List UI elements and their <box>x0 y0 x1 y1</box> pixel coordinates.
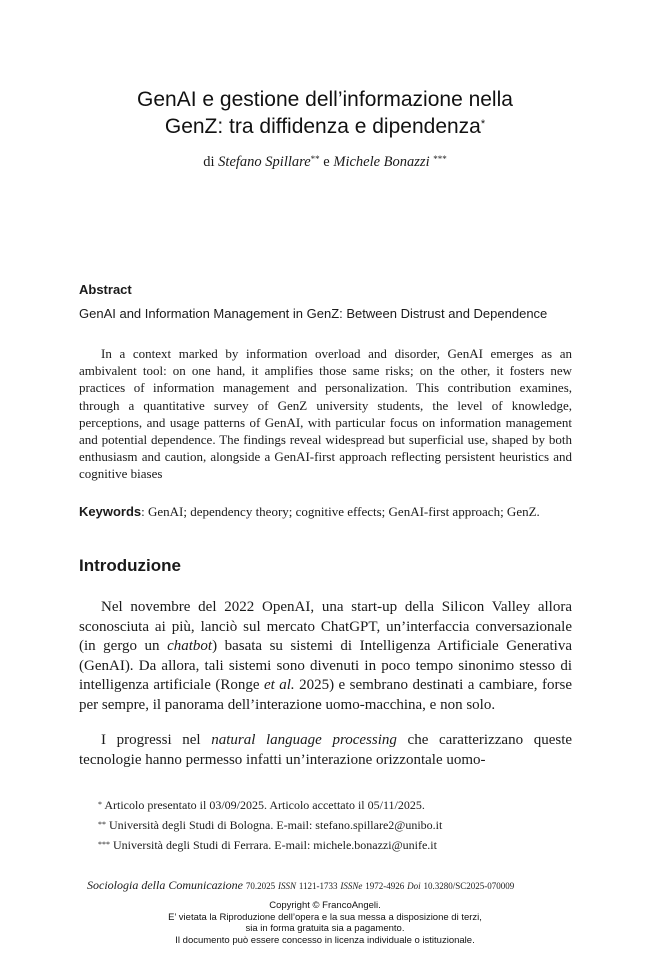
journal-doi: 10.3280/SC2025-070009 <box>423 881 515 891</box>
p2-text-a: I progressi nel <box>101 732 212 748</box>
article-title <box>60 86 590 140</box>
author-prefix: di <box>203 154 215 170</box>
title-line-2-text: GenZ: tra diffidenza e dipendenza <box>164 115 481 138</box>
journal-issne: 1972-4926 <box>365 881 405 891</box>
section-heading-introduzione: Introduzione <box>79 556 181 575</box>
journal-issne-label: ISSNe <box>340 881 363 891</box>
keywords-label: Keywords <box>79 504 142 519</box>
copyright-line-1: Copyright © FrancoAngeli. <box>269 900 381 911</box>
footnote-2-mark: ** <box>98 820 106 829</box>
abstract-text: In a context marked by information overload and disorder, GenAI emerges as an ambivalent tool: on one hand, it amplifies those same risks; on the other, it fosters new practices of information management and personalization. This contribution examines, through a quantitative survey of GenZ university students, the level of knowledge, perceptions, and usage patterns of GenAI, with particular focus on information management and potential dependence. The findings reveal widespread but superficial use, shaped by both enthusiasm and caution, alongside a GenAI-first approach reflecting persistent heuristics and cognitive biases <box>79 346 572 482</box>
copyright-line-4: Il documento può essere concesso in licenza individuale o istituzionale. <box>175 934 475 946</box>
title-line-2 <box>60 113 590 140</box>
p1-text-a: Nel novembre del 2022 OpenAI, una start-up della Silicon Valley allora sconosciuta ai più, lanciò sul mercato ChatGPT, un’interfaccia conversazionale (in gergo un <box>79 599 572 655</box>
author-1-mark: ** <box>310 154 320 164</box>
title-line-1: GenAI e gestione dell’informazione nella <box>137 88 513 111</box>
p2-italic-nlp: natural language processing <box>211 732 397 748</box>
author-line <box>60 154 590 171</box>
body-paragraph-1 <box>79 598 572 716</box>
journal-citation <box>87 878 577 893</box>
journal-issue: 70.2025 <box>245 881 276 891</box>
journal-name: Sociologia della Comunicazione <box>87 878 243 892</box>
p2-text-b: che caratterizzano queste tecnologie hanno permesso infatti un’interazione orizzontale uomo- <box>79 732 573 768</box>
copyright-notice <box>60 900 590 946</box>
footnote-3-text: Università degli Studi di Ferrara. E-mail: michele.bonazzi@unife.it <box>113 838 437 852</box>
body-paragraph-2 <box>79 731 572 770</box>
copyright-line-2: E’ vietata la Riproduzione dell’opera e la sua messa a disposizione di terzi, <box>168 911 482 923</box>
footnote-1-mark: * <box>98 800 102 809</box>
journal-issn: 1121-1733 <box>298 881 338 891</box>
footnotes <box>98 795 578 855</box>
journal-issn-label: ISSN <box>277 881 296 891</box>
keywords <box>79 503 572 520</box>
title-footnote-mark: * <box>480 118 486 130</box>
p1-text-b: ) basata su sistemi di Intelligenza Artificiale Generativa (GenAI). Da allora, tali sistemi sono divenuti in poco tempo sinonimo stesso di intelligenza artificiale (Ronge <box>79 638 572 694</box>
p1-italic-chatbot: chatbot <box>167 638 213 655</box>
journal-doi-label: Doi <box>407 881 421 891</box>
author-1: Stefano Spillare <box>218 154 311 170</box>
p1-italic-etal: et al. <box>263 677 295 694</box>
author-2: Michele Bonazzi <box>333 154 430 170</box>
abstract-heading: Abstract <box>79 282 132 297</box>
author-conjunction: e <box>323 154 330 170</box>
footnote-2 <box>98 815 578 835</box>
footnote-1 <box>98 795 578 815</box>
p1-text-c: 2025) e sembrano destinati a cambiare, forse per sempre, il panorama dell’interazione uomo-macchina, e non solo. <box>79 677 572 713</box>
keywords-text: : GenAI; dependency theory; cognitive effects; GenAI-first approach; GenZ. <box>141 504 540 519</box>
footnote-3 <box>98 835 578 855</box>
abstract-english-title: GenAI and Information Management in GenZ: Between Distrust and Dependence <box>79 306 548 321</box>
footnote-3-mark: *** <box>98 840 110 849</box>
author-2-mark: *** <box>433 154 447 164</box>
footnote-2-text: Università degli Studi di Bologna. E-mail: stefano.spillare2@unibo.it <box>109 818 443 832</box>
footnote-1-text: Articolo presentato il 03/09/2025. Articolo accettato il 05/11/2025. <box>104 798 425 812</box>
copyright-line-3: sia in forma gratuita sia a pagamento. <box>245 923 405 934</box>
